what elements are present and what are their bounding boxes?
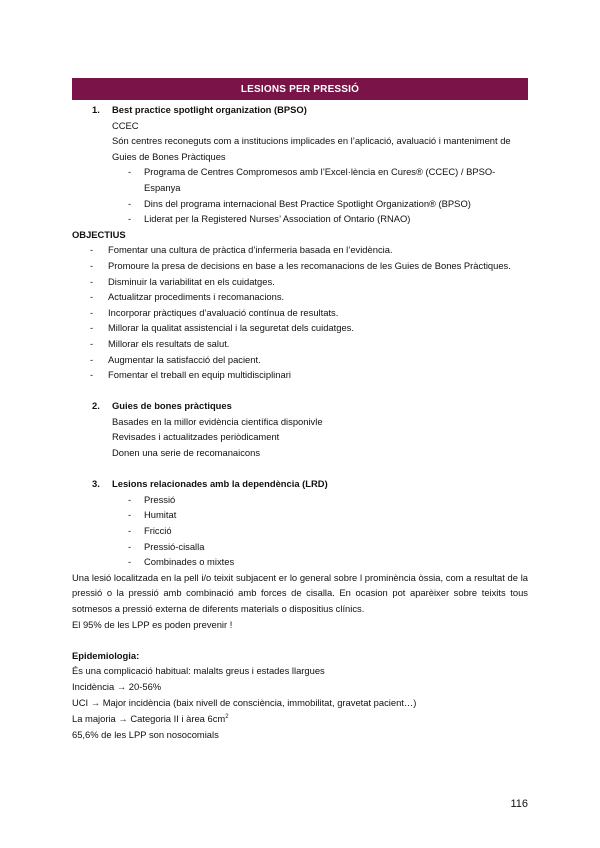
epidemiologia-line: La majoria → Categoria II i àrea $6cm^2$ [72,713,229,725]
spacer [72,632,528,648]
epidemiologia-line: UCI → Major incidència (baix nivell de consciència, immobilitat, gravetat pacient…) [72,696,417,708]
section-2-heading [72,398,528,414]
page-title-banner: LESIONS PER PRESSIÓ [72,78,528,100]
superscript: 2 [225,714,229,721]
list-item: - Millorar els resultats de salut. [90,337,230,349]
section-1-line: CCEC [112,119,139,131]
definition-paragraph: Una lesió localitzada en la pell i/o teixit subjacent er lo general sobre l prominència òssia, com a resultat de la pressió o la pressió amb combinació amb forces de cisalla. En ocasion pot aparèixer sobre teixits tous sotmesos a pressió externa de diferents materials o dispositius clínics. [72,571,528,614]
list-item: - Augmentar la satisfacció del pacient. [90,353,261,365]
list-item: - Programa de Centres Compromesos amb l’Excel·lència en Cures® (CCEC) / BPSO-Espanya [128,166,496,193]
epidemiologia-line: És una complicació habitual: malalts greus i estades llargues [72,665,325,677]
list-item: - Actualitzar procediments i recomanacions. [90,291,285,303]
section-number: 2. [92,400,100,412]
section-title: Lesions relacionades amb la dependència (LRD) [112,478,328,490]
list-item: - Fricció [128,525,172,537]
spacer [72,383,528,399]
list-item: - Millorar la qualitat assistencial i la seguretat dels cuidatges. [90,322,354,334]
list-item: - Pressió [128,493,176,505]
list-item: - Incorporar pràctiques d’avaluació contínua de resultats. [90,306,339,318]
list-item: - Disminuir la variabilitat en els cuidatges. [90,275,275,287]
epidemiologia-heading: Epidemiologia: [72,649,140,661]
section-2-line: Donen una serie de recomanaicons [112,447,261,459]
list-item: - Fomentar el treball en equip multidisciplinari [90,369,291,381]
list-item: - Fomentar una cultura de pràctica d’infermeria basada en l’evidència. [90,244,393,256]
section-number: 1. [92,104,100,115]
list-item: - Dins del programa internacional Best Practice Spotlight Organization® (BPSO) [128,197,471,209]
section-number: 3. [92,478,100,490]
spacer [72,461,528,477]
list-item: - Liderat per la Registered Nurses’ Association of Ontario (RNAO) [128,213,411,225]
section-title: Guies de bones pràctiques [112,400,232,412]
list-item: - Promoure la presa de decisions en base a les recomanacions de les Guies de Bones Pràctiques. [90,259,511,271]
section-1-heading [72,102,528,118]
list-item: - Humitat [128,509,177,521]
document-body [72,102,528,742]
epidemiologia-line: Incidència → 20-56% [72,680,162,692]
section-1-line: Són centres reconeguts com a institucions implicades en l’aplicació, avaluació i manteniment de Guies de Bones Pràctiques [112,135,511,162]
section-title: Best practice spotlight organization (BPSO) [112,104,307,115]
prevention-note: El 95% de les LPP es poden prevenir ! [72,618,233,630]
list-item: - Pressió-cisalla [128,540,205,552]
section-2-line: Basades en la millor evidència científica disponivle [112,415,323,427]
page-number: 116 [510,798,528,810]
list-item: - Combinades o mixtes [128,556,235,568]
section-2-line: Revisades i actualitzades periòdicament [112,431,280,443]
objectius-heading: OBJECTIUS [72,228,126,240]
epidemiologia-line: 65,6% de les LPP son nosocomials [72,728,219,740]
section-3-heading [72,476,528,492]
